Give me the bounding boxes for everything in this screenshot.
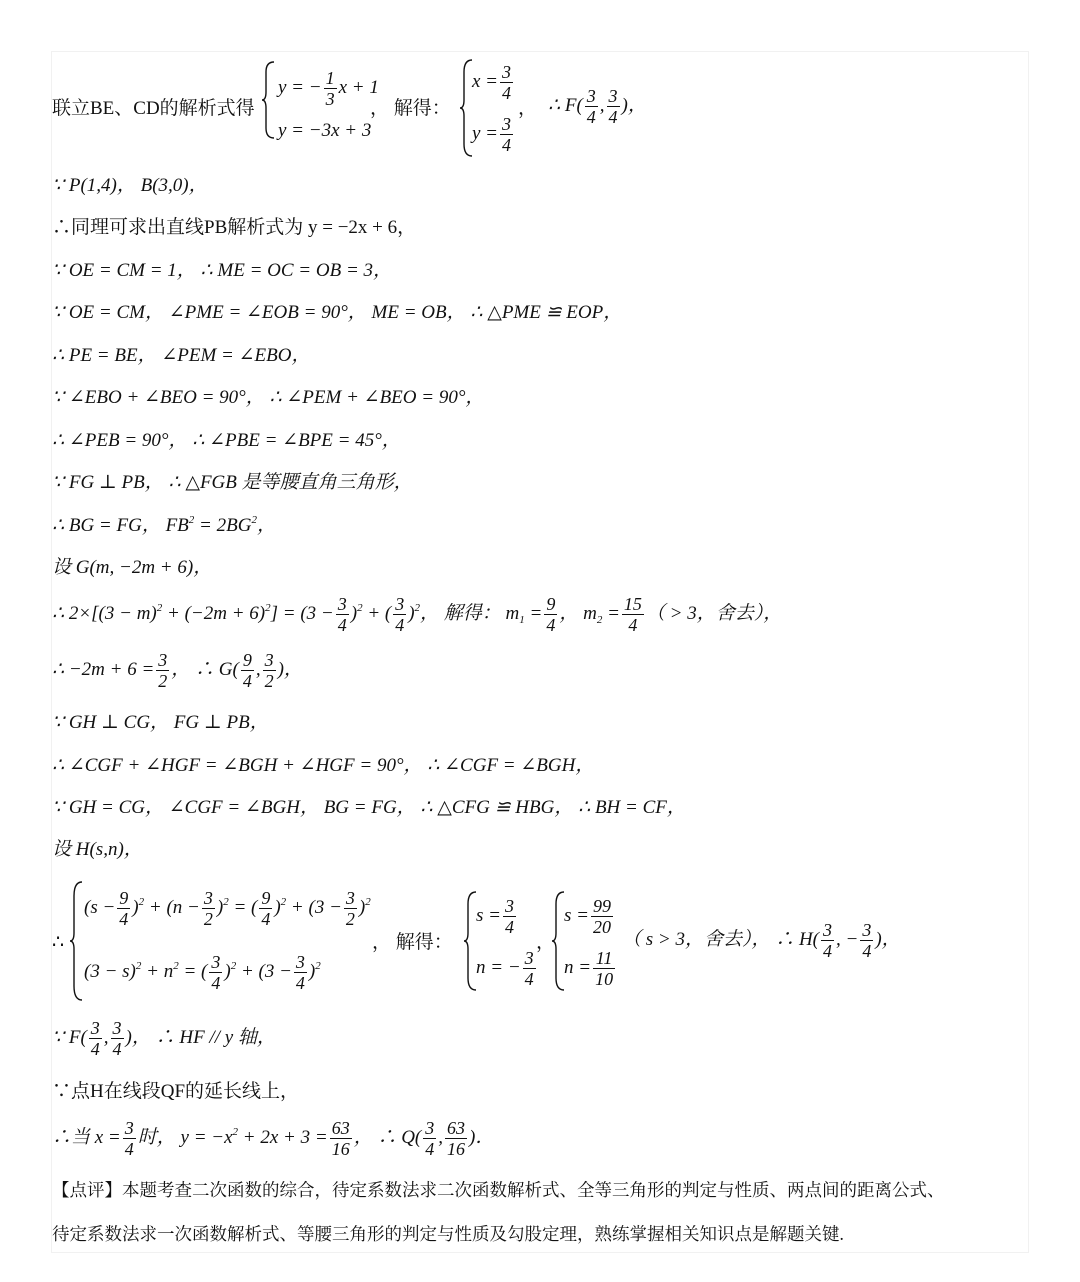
line-5: ∵ OE = CM， ∠PME = ∠EOB = 90°， ME = OB， ∴ △PME ≌ EOP， — [52, 302, 623, 323]
sol2-s: s = $\frac{99}{20}$ — [564, 896, 611, 937]
system-row-2: $(3 - s)^2 + n^2$ = ( $\frac{3}{4}$ )$^2$ + (3 − $\frac{3}{4}$ )$^2$ — [84, 952, 321, 993]
sol-comma: ， — [518, 98, 538, 119]
line-1-intro: 联立BE、CD的解析式得 — [52, 98, 255, 119]
line-4: ∵ OE = CM = 1， ∴ ME = OC = OB = 3， — [52, 260, 393, 281]
line-15: ∴ ∠CGF + ∠HGF = ∠BGH + ∠HGF = 90°， ∴ ∠CGF = ∠BGH， — [52, 755, 595, 776]
line-18-therefore: ∴ — [52, 932, 65, 953]
review-line-1: 【点评】本题考查二次函数的综合，待定系数法求二次函数解析式、全等三角形的判定与性质、两点间的距离公式、 — [52, 1180, 945, 1200]
brace-1 — [262, 60, 276, 140]
line-13: ∴ −2m + 6 = $\frac{3}{2}$ ， ∴ G( $\frac{9}{4}$ , $\frac{3}{2}$ )， — [52, 650, 303, 691]
line-8: ∴ ∠PEB = 90°， ∴ ∠PBE = ∠BPE = 45°， — [52, 430, 401, 451]
line-14: ∵ GH ⊥ CG， FG ⊥ PB， — [52, 712, 269, 733]
review-line-2: 待定系数法求一次函数解析式、等腰三角形的判定与性质及勾股定理，熟练掌握相关知识点是解题关键. — [52, 1224, 844, 1244]
sol2-n: n = $\frac{11}{10}$ — [564, 948, 614, 989]
line-11: 设 G(m, −2m + 6)， — [52, 557, 213, 578]
line-16: ∵ GH = CG， ∠CGF = ∠BGH， BG = FG， ∴ △CFG ≌ HBG， ∴ BH = CF， — [52, 797, 686, 818]
line-9: ∵ FG ⊥ PB， ∴ △FGB 是等腰直角三角形， — [52, 472, 413, 493]
point-F: ∴ F( $\frac{3}{4}$ , $\frac{3}{4}$ )， — [548, 86, 647, 127]
sol-x: x = $\frac{3}{4}$ — [472, 62, 512, 103]
sol-y: y = $\frac{3}{4}$ — [472, 114, 512, 155]
eq1-row1: y = − $\frac{1}{3}$ x + 1 — [278, 68, 379, 109]
line-3: ∴同理可求出直线PB解析式为 y = −2x + 6， — [52, 217, 417, 238]
document-page — [52, 52, 1028, 1252]
brace-3 — [70, 880, 84, 1002]
line-12: ∴ $2\times[(3 - m)^2 + (-2m + 6)^2] = (3$ − $\frac{3}{4}$ )$^2$ + ( $\frac{3}{4}$ )$^2$， 解得： $m_1$ = $\frac{9}{4}$ ， $m_2$ = $\frac{15}{4}$ （ > 3，舍去）， — [52, 594, 783, 635]
line-7: ∵ ∠EBO + ∠BEO = 90°， ∴ ∠PEM + ∠BEO = 90°， — [52, 387, 485, 408]
sol1-s: s = $\frac{3}{4}$ — [476, 896, 514, 937]
eq1-row2: y = −3x + 3 — [278, 120, 372, 141]
sol-comma-2: ， — [536, 932, 556, 953]
point-H: （ s > 3，舍去）， ∴ H( $\frac{3}{4}$ , − $\frac{3}{4}$ )， — [622, 920, 901, 961]
line-6: ∴ PE = BE， ∠PEM = ∠EBO， — [52, 345, 311, 366]
line-1-solve: ， 解得： — [370, 98, 451, 119]
line-10: ∴ BG = FG， $FB^2 = 2BG^2$， — [52, 514, 276, 536]
line-18-solve: ， 解得： — [372, 932, 453, 953]
line-2: ∵ P(1,4)， B(3,0)， — [52, 175, 208, 196]
system-row-1: (s − $\frac{9}{4}$ )$^2$ + (n − $\frac{3}{2}$ )$^2$ = ( $\frac{9}{4}$ )$^2$ + (3 − $\frac{3}{2}$ )$^2$ — [84, 888, 371, 929]
line-19: ∵ F( $\frac{3}{4}$ , $\frac{3}{4}$ )， ∴ HF // y 轴， — [52, 1018, 276, 1059]
line-17: 设 H(s,n)， — [52, 839, 143, 860]
sol1-n: n = − $\frac{3}{4}$ — [476, 948, 534, 989]
line-21: ∴当 x = $\frac{3}{4}$ 时， $y = -x^2 + 2x + 3$ = $\frac{63}{16}$ ， ∴ Q( $\frac{3}{4}$ , $\frac{63}{16}$ )． — [52, 1118, 495, 1159]
line-20: ∵点H在线段QF的延长线上， — [52, 1081, 300, 1102]
